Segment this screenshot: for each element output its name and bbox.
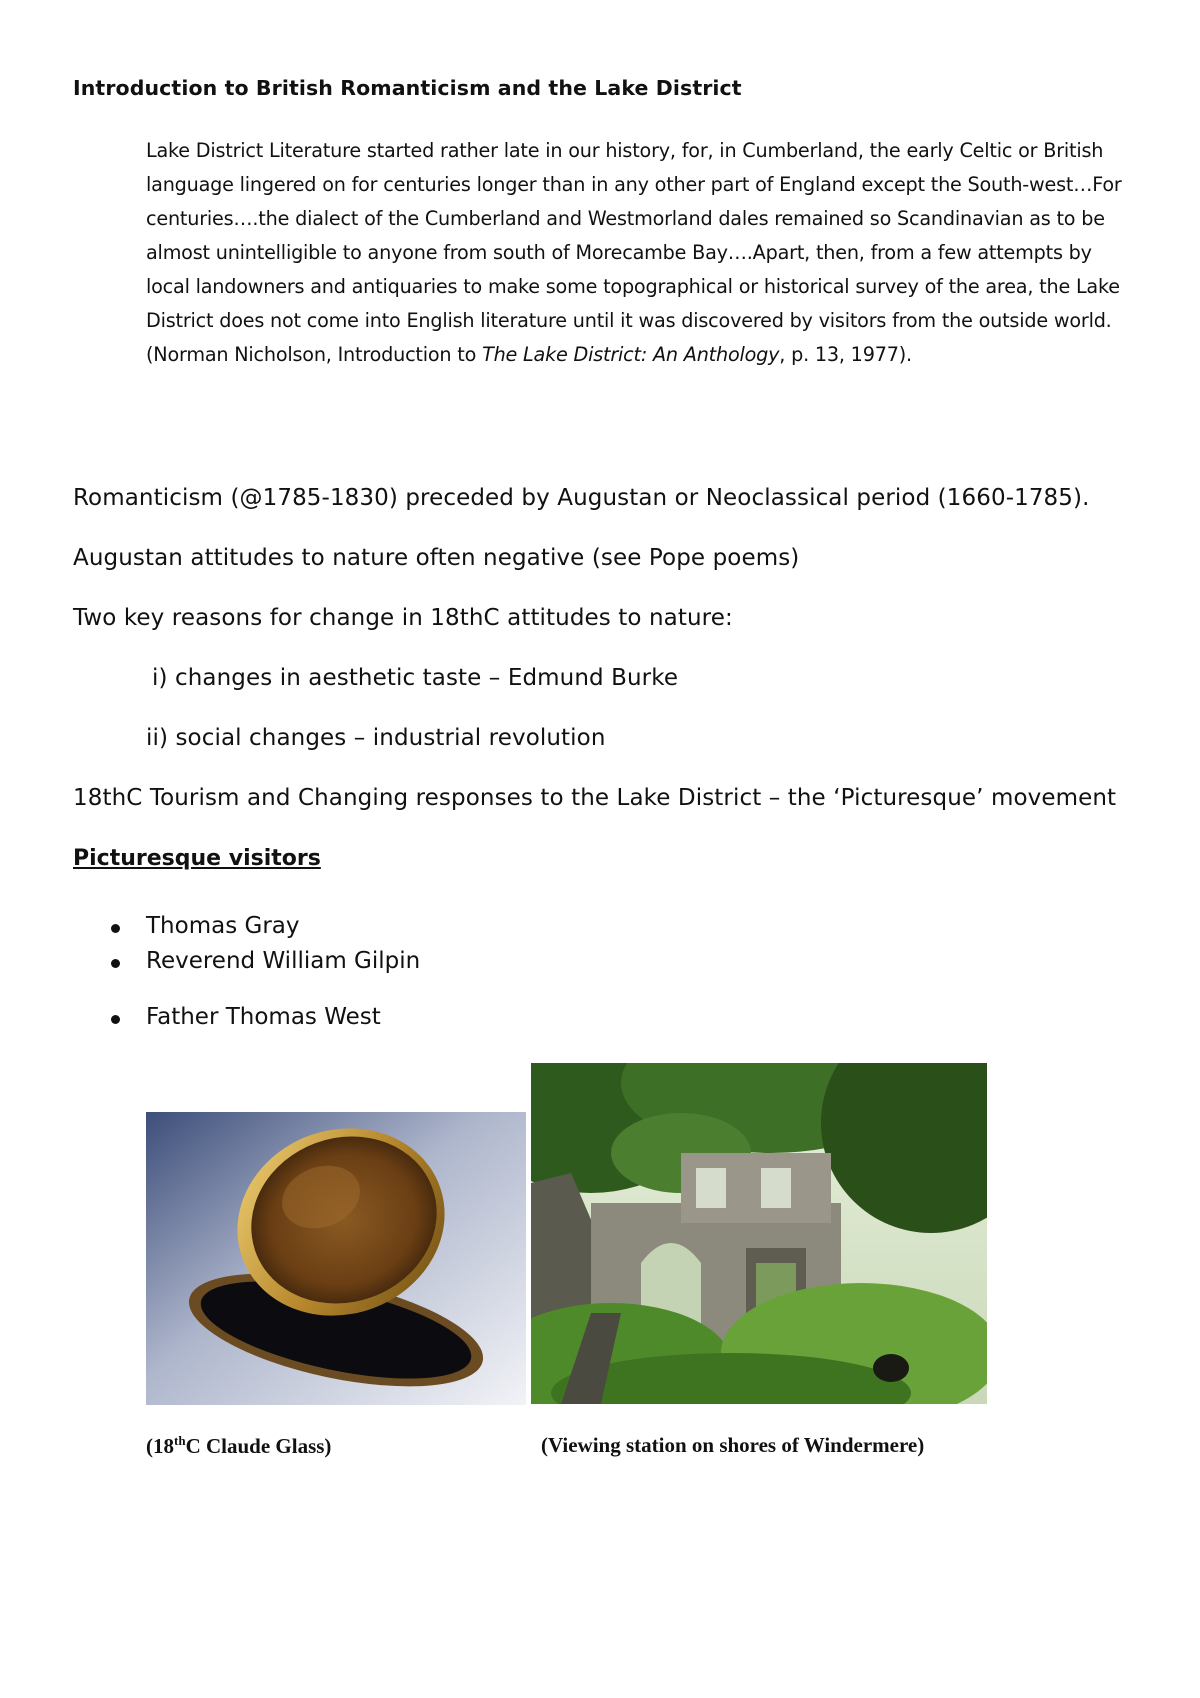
tourism-line: 18thC Tourism and Changing responses to the Lake District – the ‘Picturesque’ movement: [73, 785, 1117, 811]
caption-text: (18: [146, 1434, 174, 1458]
page-title: Introduction to British Romanticism and the Lake District: [73, 76, 742, 100]
caption-text-end: C Claude Glass): [185, 1434, 332, 1458]
reason-1-line: i) changes in aesthetic taste – Edmund Burke: [152, 665, 679, 691]
visitor-name: Father Thomas West: [146, 1004, 381, 1030]
quote-book-title: The Lake District: An Anthology: [482, 343, 780, 366]
windermere-caption: (Viewing station on shores of Windermere): [541, 1433, 925, 1457]
list-item: [146, 913, 299, 939]
visitor-name: Thomas Gray: [146, 913, 300, 939]
visitors-heading: Picturesque visitors: [73, 846, 321, 871]
two-reasons-line: Two key reasons for change in 18thC attitudes to nature:: [73, 605, 733, 631]
block-quote: [146, 134, 1126, 372]
augustan-line: Augustan attitudes to nature often negative (see Pope poems): [73, 545, 800, 571]
list-item: [146, 1004, 381, 1030]
caption-superscript: th: [174, 1433, 186, 1448]
list-item: [146, 948, 420, 974]
claude-glass-photo: [146, 1112, 526, 1405]
romanticism-line: Romanticism (@1785-1830) preceded by Augustan or Neoclassical period (1660-1785).: [73, 485, 1090, 511]
quote-text: Lake District Literature started rather late in our history, for, in Cumberland, the early Celtic or British language lingered on for centuries longer than in any other part of England except the South-west…For centuries….the dialect of the Cumberland and Westmorland dales remained so Scandinavian as to be almost unintelligible to anyone from south of Morecambe Bay….Apart, then, from a few attempts by local landowners and antiquaries to make some topographical or historical survey of the area, the Lake District does not come into English literature until it was discovered by visitors from the outside world. (Norman Nicholson, Introduction to: [146, 139, 1122, 366]
windermere-viewing-station-photo: [531, 1063, 987, 1404]
bullet-icon: [111, 924, 120, 933]
quote-citation-end: , p. 13, 1977).: [779, 343, 912, 366]
claude-glass-caption: [146, 1433, 331, 1459]
bullet-icon: [111, 959, 120, 968]
reason-2-line: ii) social changes – industrial revolution: [146, 725, 606, 751]
visitor-name: Reverend William Gilpin: [146, 948, 421, 974]
bullet-icon: [111, 1015, 120, 1024]
